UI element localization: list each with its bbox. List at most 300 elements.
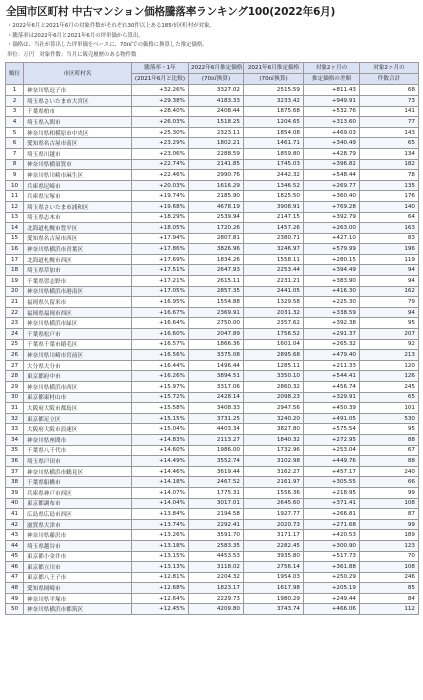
price-2021-cell: 2282.45	[244, 540, 304, 551]
rank-cell: 35	[6, 445, 24, 456]
count-cell: 143	[360, 127, 419, 138]
rank-cell: 42	[6, 519, 24, 530]
diff-cell: +544.41	[304, 371, 360, 382]
rate-cell: +13.26%	[132, 530, 189, 541]
note-line: ・2022年6月と2021年6月の対象件数がそれぞれ30件以上ある185市区町村が対象。	[7, 23, 215, 29]
name-cell: 神奈川県横浜市港南区	[24, 286, 132, 297]
price-2021-cell: 1204.65	[244, 117, 304, 128]
price-2021-cell: 1329.58	[244, 297, 304, 308]
diff-cell: +579.99	[304, 244, 360, 255]
count-cell: 189	[360, 530, 419, 541]
diff-cell: +291.37	[304, 329, 360, 340]
price-2022-cell: 1823.17	[189, 583, 244, 594]
table-row	[6, 276, 419, 287]
count-cell: 64	[360, 212, 419, 223]
diff-cell: +250.29	[304, 572, 360, 583]
table-row	[6, 297, 419, 308]
rank-cell: 17	[6, 254, 24, 265]
name-cell: 神奈川県横浜市緑区	[24, 318, 132, 329]
rate-cell: +17.94%	[132, 233, 189, 244]
notes-block	[7, 22, 418, 60]
note-line: 単位：万円 対象件数：当月に販売履歴のある物件数	[7, 51, 137, 58]
price-2022-cell: 3731.25	[189, 413, 244, 424]
price-2021-cell: 2161.97	[244, 477, 304, 488]
rate-cell: +16.44%	[132, 360, 189, 371]
table-row	[6, 307, 419, 318]
table-row	[6, 170, 419, 181]
rank-cell: 20	[6, 286, 24, 297]
rank-cell: 9	[6, 170, 24, 181]
price-2022-cell: 2369.91	[189, 307, 244, 318]
count-cell: 95	[360, 424, 419, 435]
diff-cell: +575.54	[304, 424, 360, 435]
diff-cell: +517.73	[304, 551, 360, 562]
diff-cell: +313.60	[304, 117, 360, 128]
count-cell: 79	[360, 297, 419, 308]
rate-cell: +16.26%	[132, 371, 189, 382]
diff-cell: +427.10	[304, 233, 360, 244]
price-2022-cell: 2292.41	[189, 519, 244, 530]
rate-cell: +18.05%	[132, 223, 189, 234]
name-cell: 埼玉県入間市	[24, 117, 132, 128]
price-2022-cell: 3118.02	[189, 562, 244, 573]
table-row	[6, 117, 419, 128]
price-2022-cell: 3317.06	[189, 382, 244, 393]
table-row	[6, 233, 419, 244]
price-2021-cell: 2441.05	[244, 286, 304, 297]
count-cell: 213	[360, 350, 419, 361]
diff-cell: +305.55	[304, 477, 360, 488]
rank-cell: 13	[6, 212, 24, 223]
ranking-table	[5, 62, 419, 615]
price-2021-cell: 2756.14	[244, 562, 304, 573]
name-cell: 千葉県八千代市	[24, 445, 132, 456]
price-2021-cell: 1927.77	[244, 509, 304, 520]
table-row	[6, 254, 419, 265]
count-cell: 119	[360, 254, 419, 265]
table-row	[6, 138, 419, 149]
count-cell: 207	[360, 329, 419, 340]
table-row	[6, 95, 419, 106]
rate-cell: +15.15%	[132, 413, 189, 424]
table-row	[6, 127, 419, 138]
price-2021-cell: 1601.04	[244, 339, 304, 350]
name-cell: 千葉県柏市	[24, 106, 132, 117]
name-cell: 兵庫県神戸市西区	[24, 487, 132, 498]
price-2021-cell: 1859.80	[244, 148, 304, 159]
table-row	[6, 244, 419, 255]
header-diff-sub: 推定価格の差額	[304, 74, 360, 85]
count-cell: 120	[360, 360, 419, 371]
count-cell: 66	[360, 477, 419, 488]
rank-cell: 29	[6, 382, 24, 393]
price-2021-cell: 1461.71	[244, 138, 304, 149]
rate-cell: +17.05%	[132, 286, 189, 297]
name-cell: 神奈川県横浜市西区	[24, 382, 132, 393]
diff-cell: +263.00	[304, 223, 360, 234]
name-cell: 東京都八王子市	[24, 572, 132, 583]
table-row	[6, 519, 419, 530]
price-2022-cell: 1720.26	[189, 223, 244, 234]
count-cell: 101	[360, 403, 419, 414]
name-cell: 神奈川県藤沢市	[24, 530, 132, 541]
price-2021-cell: 3171.17	[244, 530, 304, 541]
rank-cell: 39	[6, 487, 24, 498]
rate-cell: +14.18%	[132, 477, 189, 488]
name-cell: 東京都東村山市	[24, 392, 132, 403]
price-2021-cell: 1854.08	[244, 127, 304, 138]
price-2022-cell: 2288.59	[189, 148, 244, 159]
count-cell: 85	[360, 583, 419, 594]
price-2022-cell: 2539.94	[189, 212, 244, 223]
table-row	[6, 572, 419, 583]
diff-cell: +456.74	[304, 382, 360, 393]
table-row	[6, 382, 419, 393]
price-2022-cell: 2204.32	[189, 572, 244, 583]
name-cell: 東京都調布市	[24, 498, 132, 509]
name-cell: 東京都府中市	[24, 371, 132, 382]
rank-cell: 46	[6, 562, 24, 573]
count-cell: 246	[360, 572, 419, 583]
table-row	[6, 329, 419, 340]
table-row	[6, 159, 419, 170]
rate-cell: +25.30%	[132, 127, 189, 138]
rate-cell: +15.72%	[132, 392, 189, 403]
diff-cell: +271.68	[304, 519, 360, 530]
price-2021-cell: 3102.98	[244, 456, 304, 467]
price-2021-cell: 2860.32	[244, 382, 304, 393]
rate-cell: +13.15%	[132, 551, 189, 562]
price-2021-cell: 2231.21	[244, 276, 304, 287]
count-cell: 73	[360, 95, 419, 106]
diff-cell: +392.38	[304, 318, 360, 329]
count-cell: 94	[360, 307, 419, 318]
diff-cell: +383.90	[304, 276, 360, 287]
rate-cell: +15.04%	[132, 424, 189, 435]
name-cell: 大阪府大阪市浪速区	[24, 424, 132, 435]
rank-cell: 8	[6, 159, 24, 170]
rank-cell: 28	[6, 371, 24, 382]
price-2021-cell: 2895.68	[244, 350, 304, 361]
diff-cell: +280.15	[304, 254, 360, 265]
diff-cell: +469.03	[304, 127, 360, 138]
name-cell: 千葉県習志野市	[24, 276, 132, 287]
price-2022-cell: 2323.11	[189, 127, 244, 138]
header-price-2022-sub: (70㎡換算)	[189, 74, 244, 85]
diff-cell: +265.32	[304, 339, 360, 350]
table-row	[6, 360, 419, 371]
price-2022-cell: 2229.73	[189, 593, 244, 604]
rate-cell: +17.86%	[132, 244, 189, 255]
rate-cell: +13.74%	[132, 519, 189, 530]
rank-cell: 2	[6, 95, 24, 106]
price-2022-cell: 2615.11	[189, 276, 244, 287]
rate-cell: +32.26%	[132, 85, 189, 96]
name-cell: 愛知県名古屋市西区	[24, 233, 132, 244]
price-2022-cell: 2141.85	[189, 159, 244, 170]
diff-cell: +396.82	[304, 159, 360, 170]
name-cell: 埼玉県越谷市	[24, 540, 132, 551]
price-2021-cell: 2380.71	[244, 233, 304, 244]
diff-cell: +211.33	[304, 360, 360, 371]
rate-cell: +15.97%	[132, 382, 189, 393]
price-2022-cell: 1802.21	[189, 138, 244, 149]
rank-cell: 14	[6, 223, 24, 234]
diff-cell: +532.76	[304, 106, 360, 117]
count-cell: 87	[360, 509, 419, 520]
rank-cell: 26	[6, 350, 24, 361]
document-title: 全国市区町村 中古マンション価格騰落率ランキング100(2022年6月)	[6, 6, 336, 18]
table-row	[6, 445, 419, 456]
rate-cell: +23.29%	[132, 138, 189, 149]
rate-cell: +16.95%	[132, 297, 189, 308]
count-cell: 67	[360, 445, 419, 456]
price-2022-cell: 3375.08	[189, 350, 244, 361]
name-cell: 兵庫県宝塚市	[24, 191, 132, 202]
diff-cell: +394.49	[304, 265, 360, 276]
rate-cell: +17.21%	[132, 276, 189, 287]
price-2021-cell: 1875.68	[244, 106, 304, 117]
name-cell: 神奈川県逗子市	[24, 85, 132, 96]
diff-cell: +450.39	[304, 403, 360, 414]
rank-cell: 50	[6, 604, 24, 615]
price-2022-cell: 3017.01	[189, 498, 244, 509]
price-2021-cell: 1840.32	[244, 434, 304, 445]
count-cell: 92	[360, 339, 419, 350]
price-2022-cell: 3894.51	[189, 371, 244, 382]
rate-cell: +14.07%	[132, 487, 189, 498]
price-2022-cell: 2047.89	[189, 329, 244, 340]
name-cell: 北海道札幌市豊平区	[24, 223, 132, 234]
table-row	[6, 318, 419, 329]
diff-cell: +371.41	[304, 498, 360, 509]
table-row	[6, 562, 419, 573]
price-2022-cell: 2807.81	[189, 233, 244, 244]
rate-cell: +19.74%	[132, 191, 189, 202]
count-cell: 176	[360, 191, 419, 202]
diff-cell: +360.40	[304, 191, 360, 202]
diff-cell: +300.90	[304, 540, 360, 551]
name-cell: 広島県広島市西区	[24, 509, 132, 520]
rank-cell: 36	[6, 456, 24, 467]
diff-cell: +479.40	[304, 350, 360, 361]
table-row	[6, 466, 419, 477]
price-2021-cell: 2253.44	[244, 265, 304, 276]
table-row	[6, 487, 419, 498]
diff-cell: +338.59	[304, 307, 360, 318]
rank-cell: 33	[6, 424, 24, 435]
price-2022-cell: 4183.33	[189, 95, 244, 106]
rank-cell: 25	[6, 339, 24, 350]
rate-cell: +15.58%	[132, 403, 189, 414]
header-price-2021-sub: (70㎡換算)	[244, 74, 304, 85]
header-rate: 騰落率・1年	[132, 63, 189, 74]
name-cell: 神奈川県平塚市	[24, 593, 132, 604]
price-2022-cell: 3619.44	[189, 466, 244, 477]
price-2021-cell: 1556.36	[244, 487, 304, 498]
count-cell: 77	[360, 117, 419, 128]
price-2021-cell: 1457.26	[244, 223, 304, 234]
rate-cell: +13.84%	[132, 509, 189, 520]
count-cell: 84	[360, 593, 419, 604]
rate-cell: +16.57%	[132, 339, 189, 350]
name-cell: 神奈川県川崎市麻生区	[24, 170, 132, 181]
count-cell: 126	[360, 371, 419, 382]
rate-cell: +12.45%	[132, 604, 189, 615]
rate-cell: +22.74%	[132, 159, 189, 170]
count-cell: 65	[360, 392, 419, 403]
name-cell: 東京都立川市	[24, 562, 132, 573]
count-cell: 140	[360, 201, 419, 212]
count-cell: 123	[360, 540, 419, 551]
price-2022-cell: 4453.53	[189, 551, 244, 562]
price-2021-cell: 2645.60	[244, 498, 304, 509]
diff-cell: +392.79	[304, 212, 360, 223]
rank-cell: 4	[6, 117, 24, 128]
price-2021-cell: 3908.91	[244, 201, 304, 212]
count-cell: 88	[360, 434, 419, 445]
price-2022-cell: 2990.76	[189, 170, 244, 181]
table-row	[6, 85, 419, 96]
table-row	[6, 180, 419, 191]
name-cell: 福岡県久留米市	[24, 297, 132, 308]
table-row	[6, 191, 419, 202]
count-cell: 141	[360, 106, 419, 117]
price-2021-cell: 3233.42	[244, 95, 304, 106]
price-2021-cell: 3246.97	[244, 244, 304, 255]
name-cell: 神奈川県座間市	[24, 434, 132, 445]
rank-cell: 30	[6, 392, 24, 403]
name-cell: 埼玉県草加市	[24, 265, 132, 276]
count-cell: 65	[360, 138, 419, 149]
price-2021-cell: 2515.59	[244, 85, 304, 96]
name-cell: 滋賀県大津市	[24, 519, 132, 530]
rank-cell: 21	[6, 297, 24, 308]
count-cell: 88	[360, 456, 419, 467]
table-row	[6, 498, 419, 509]
count-cell: 94	[360, 265, 419, 276]
name-cell: 神奈川県横須賀市	[24, 159, 132, 170]
table-row	[6, 201, 419, 212]
table-row	[6, 212, 419, 223]
diff-cell: +416.30	[304, 286, 360, 297]
note-line: ・価格は、当社が算出した坪単価をベースに、70㎡での価格に換算した推定価格。	[7, 42, 208, 49]
table-row	[6, 339, 419, 350]
diff-cell: +218.95	[304, 487, 360, 498]
rank-cell: 11	[6, 191, 24, 202]
rank-cell: 23	[6, 318, 24, 329]
count-cell: 78	[360, 170, 419, 181]
header-rank: 順位	[6, 63, 24, 85]
rate-cell: +13.18%	[132, 540, 189, 551]
table-row	[6, 540, 419, 551]
price-2022-cell: 3826.96	[189, 244, 244, 255]
name-cell: 北海道札幌市西区	[24, 254, 132, 265]
name-cell: 埼玉県さいたま市大宮区	[24, 95, 132, 106]
name-cell: 兵庫県尼崎市	[24, 180, 132, 191]
diff-cell: +249.44	[304, 593, 360, 604]
price-2022-cell: 3327.02	[189, 85, 244, 96]
count-cell: 182	[360, 159, 419, 170]
name-cell: 埼玉県さいたま市浦和区	[24, 201, 132, 212]
diff-cell: +457.17	[304, 466, 360, 477]
header-price-2022: 2022年6月推定価格	[189, 63, 244, 74]
price-2022-cell: 4209.80	[189, 604, 244, 615]
count-cell: 68	[360, 85, 419, 96]
rank-cell: 34	[6, 434, 24, 445]
header-rate-sub: (2021年6月と比較)	[132, 74, 189, 85]
price-2022-cell: 2194.58	[189, 509, 244, 520]
diff-cell: +428.79	[304, 148, 360, 159]
table-row	[6, 530, 419, 541]
price-2022-cell: 2583.35	[189, 540, 244, 551]
diff-cell: +266.81	[304, 509, 360, 520]
diff-cell: +769.28	[304, 201, 360, 212]
header-price-2021: 2021年6月推定価格	[244, 63, 304, 74]
table-row	[6, 604, 419, 615]
rank-cell: 16	[6, 244, 24, 255]
rank-cell: 15	[6, 233, 24, 244]
diff-cell: +205.19	[304, 583, 360, 594]
header-diff: 対象2ヶ月の	[304, 63, 360, 74]
count-cell: 240	[360, 466, 419, 477]
count-cell: 99	[360, 487, 419, 498]
table-row	[6, 148, 419, 159]
rank-cell: 43	[6, 530, 24, 541]
rate-cell: +16.60%	[132, 329, 189, 340]
table-row	[6, 583, 419, 594]
name-cell: 埼玉県戸田市	[24, 456, 132, 467]
table-body	[6, 85, 419, 615]
table-row	[6, 265, 419, 276]
price-2022-cell: 2467.52	[189, 477, 244, 488]
rate-cell: +18.29%	[132, 212, 189, 223]
rate-cell: +28.40%	[132, 106, 189, 117]
rate-cell: +26.03%	[132, 117, 189, 128]
count-cell: 70	[360, 551, 419, 562]
name-cell: 東京都小金井市	[24, 551, 132, 562]
price-2022-cell: 4403.34	[189, 424, 244, 435]
count-cell: 162	[360, 286, 419, 297]
diff-cell: +253.04	[304, 445, 360, 456]
name-cell: 神奈川県相模原市中央区	[24, 127, 132, 138]
header-name: 市区町村名	[24, 63, 132, 85]
price-2022-cell: 1866.36	[189, 339, 244, 350]
name-cell: 千葉県千葉市稲毛区	[24, 339, 132, 350]
rate-cell: +16.67%	[132, 307, 189, 318]
price-2021-cell: 1617.98	[244, 583, 304, 594]
price-2021-cell: 1825.50	[244, 191, 304, 202]
diff-cell: +361.88	[304, 562, 360, 573]
count-cell: 94	[360, 276, 419, 287]
table-row	[6, 392, 419, 403]
note-line: ・騰落率は2022年6月と2021年6月の坪単価から算出。	[7, 32, 144, 39]
rank-cell: 1	[6, 85, 24, 96]
table-row	[6, 551, 419, 562]
count-cell: 163	[360, 223, 419, 234]
name-cell: 大阪府大阪市都島区	[24, 403, 132, 414]
rank-cell: 48	[6, 583, 24, 594]
header-count: 対象2ヶ月の	[360, 63, 419, 74]
diff-cell: +466.06	[304, 604, 360, 615]
price-2021-cell: 2147.15	[244, 212, 304, 223]
price-2021-cell: 1285.11	[244, 360, 304, 371]
table-row	[6, 509, 419, 520]
rank-cell: 41	[6, 509, 24, 520]
rate-cell: +20.03%	[132, 180, 189, 191]
name-cell: 東京都足立区	[24, 413, 132, 424]
rank-cell: 40	[6, 498, 24, 509]
